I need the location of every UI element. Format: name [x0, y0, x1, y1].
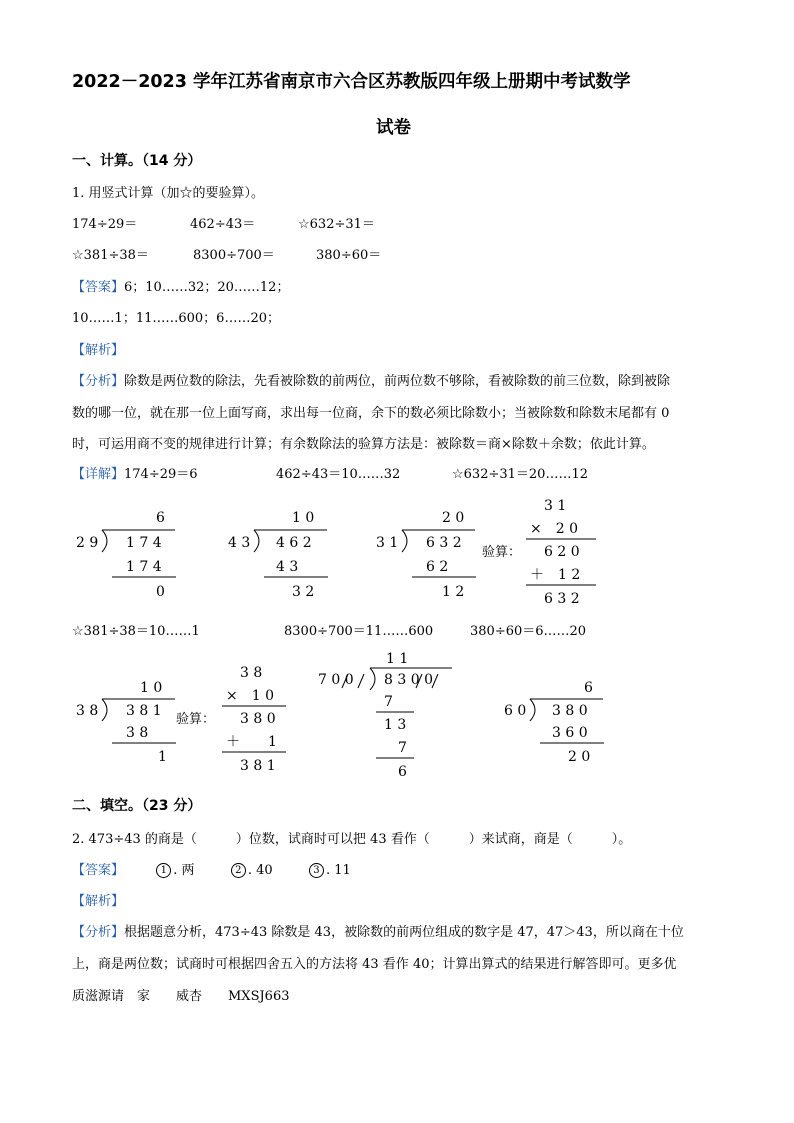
answer-line-s2 — [72, 859, 351, 878]
question-2-text: 2. 473÷43 的商是（ ）位数，试商时可以把 43 看作（ ）来试商，商是（ ）。 — [72, 832, 632, 847]
ld3-sub: 6 2 — [426, 559, 449, 575]
ld6-divisor: 6 0 — [504, 703, 527, 719]
verification-4 — [220, 660, 300, 778]
fenxi-s2-line-2: 上，商是两位数；试商时可根据四舍五入的方法将 43 看作 40；计算出算式的结果进行解答即可。更多优 — [72, 957, 677, 972]
ld3-remainder: 1 2 — [442, 584, 465, 600]
detail-2: 462÷43＝10……32 — [276, 467, 401, 482]
answer-value-1: . 两 — [173, 863, 195, 878]
problem-2: 462÷43＝ — [190, 217, 256, 232]
answer-tag: 【答案】 — [72, 280, 125, 295]
ld2-sub: 4 3 — [276, 559, 299, 575]
chk3-b: × 2 0 — [530, 521, 578, 537]
ld1-divisor: 2 9 — [76, 535, 99, 551]
ld2-quotient: 1 0 — [292, 510, 315, 526]
answer-number-1: 1 — [156, 863, 171, 878]
answer-number-3: 3 — [309, 863, 324, 878]
section-2-heading: 二、填空。（23 分） — [72, 798, 202, 814]
answer-number-2: 2 — [231, 863, 246, 878]
ld2-divisor: 4 3 — [228, 535, 251, 551]
problem-5: 8300÷700＝ — [193, 248, 275, 263]
ld6-sub: 3 6 0 — [552, 725, 588, 741]
long-division-2 — [224, 505, 334, 605]
ld1-dividend: 1 7 4 — [126, 535, 162, 551]
ld5-sub1: 7 — [384, 694, 393, 710]
detail-tag: 【详解】 — [72, 467, 125, 482]
ld4-sub: 3 8 — [126, 725, 149, 741]
chk3-add: ＋ 1 2 — [530, 567, 581, 583]
chk3-a: 3 1 — [544, 498, 567, 514]
fenxi-s2-line-3: 质滋源请 家 威杏 MXSJ663 — [72, 989, 290, 1004]
fenxi-s2-text-1: 根据题意分析，473÷43 除数是 43，被除数的前两位组成的数字是 47，47＞43，所以商在十位 — [124, 925, 684, 940]
problem-1: 174÷29＝ — [72, 217, 138, 232]
ld5-sub2: 7 — [398, 740, 407, 756]
ld6-dividend: 3 8 0 — [552, 703, 588, 719]
ld6-remainder: 2 0 — [568, 749, 591, 765]
detail-line-1 — [72, 463, 198, 482]
fenxi-line-2: 数的哪一位，就在那一位上面写商，求出每一位商，余下的数必须比除数小；当被除数和除数末尾都有 0 — [72, 406, 670, 421]
fenxi-text-1: 除数是两位数的除法，先看被除数的前两位，前两位数不够除，看被除数的前三位数，除到被除 — [124, 374, 671, 389]
detail-6: 380÷60＝6……20 — [470, 624, 587, 639]
page-title-line1: 2022－2023 学年江苏省南京市六合区苏教版四年级上册期中考试数学 — [72, 72, 631, 92]
ld4-dividend: 3 8 1 — [126, 703, 162, 719]
chk4-a: 3 8 — [240, 665, 263, 681]
ld1-sub: 1 7 4 — [126, 559, 162, 575]
answer-line-1 — [72, 276, 289, 295]
ld2-remainder: 3 2 — [292, 584, 315, 600]
chk3-sum: 6 3 2 — [544, 591, 580, 607]
answer-tag-s2: 【答案】 — [72, 863, 125, 878]
chk4-add: ＋ 1 — [226, 734, 277, 750]
fenxi-line-1 — [72, 370, 670, 389]
ld3-divisor: 3 1 — [376, 535, 399, 551]
answer-value-2: . 40 — [247, 863, 273, 878]
long-division-6 — [500, 675, 610, 771]
long-division-4 — [72, 675, 182, 771]
chk4-product: 3 8 0 — [240, 711, 276, 727]
page-title-line2: 试卷 — [376, 118, 411, 138]
ld6-quotient: 6 — [584, 680, 593, 696]
ld1-quotient: 6 — [156, 510, 165, 526]
check-label-2: 验算： — [176, 712, 216, 727]
ld5-mid: 1 3 — [384, 717, 407, 733]
ld4-remainder: 1 — [158, 749, 167, 765]
detail-1: 174÷29＝6 — [124, 467, 198, 482]
section-1-heading: 一、计算。（14 分） — [72, 153, 202, 169]
detail-5: 8300÷700＝11……600 — [284, 624, 434, 639]
long-division-1 — [72, 505, 182, 605]
problem-6: 380÷60＝ — [316, 248, 382, 263]
answer-line-2: 10……1；11……600；6……20； — [72, 311, 280, 326]
ld3-quotient: 2 0 — [442, 510, 465, 526]
fenxi-tag: 【分析】 — [72, 374, 125, 389]
ld1-remainder: 0 — [156, 584, 165, 600]
answer-value-3: . 11 — [325, 863, 351, 878]
ld4-divisor: 3 8 — [76, 703, 99, 719]
ld3-dividend: 6 3 2 — [426, 535, 462, 551]
chk3-product: 6 2 0 — [544, 544, 580, 560]
ld5-divisor: 7 0 0 — [318, 672, 354, 688]
analysis-tag-s2: 【解析】 — [72, 894, 125, 909]
fenxi-s2-line-1 — [72, 921, 684, 940]
long-division-5 — [314, 648, 456, 780]
ld5-dividend: 8 3 0 0 — [384, 672, 433, 688]
analysis-tag: 【解析】 — [72, 343, 125, 358]
ld5-quotient: 1 1 — [386, 651, 409, 667]
detail-3: ☆632÷31＝20……12 — [452, 467, 588, 482]
fenxi-line-3: 时，可运用商不变的规律进行计算；有余数除法的验算方法是：被除数＝商×除数＋余数；依此计算。 — [72, 437, 655, 452]
fenxi-tag-s2: 【分析】 — [72, 925, 125, 940]
question-1-text: 1. 用竖式计算（加☆的要验算）。 — [72, 186, 265, 201]
problem-3: ☆632÷31＝ — [298, 217, 375, 232]
check-label-1: 验算： — [482, 545, 522, 560]
ld2-dividend: 4 6 2 — [276, 535, 312, 551]
ld5-remainder: 6 — [398, 764, 407, 780]
answer-text-1: 6；10……32；20……12； — [124, 280, 290, 295]
long-division-3 — [372, 505, 482, 605]
chk4-b: × 1 0 — [226, 688, 274, 704]
chk4-sum: 3 8 1 — [240, 758, 276, 774]
detail-4: ☆381÷38＝10……1 — [72, 624, 200, 639]
ld4-quotient: 1 0 — [140, 680, 163, 696]
verification-3 — [524, 493, 604, 611]
problem-4: ☆381÷38＝ — [72, 248, 149, 263]
